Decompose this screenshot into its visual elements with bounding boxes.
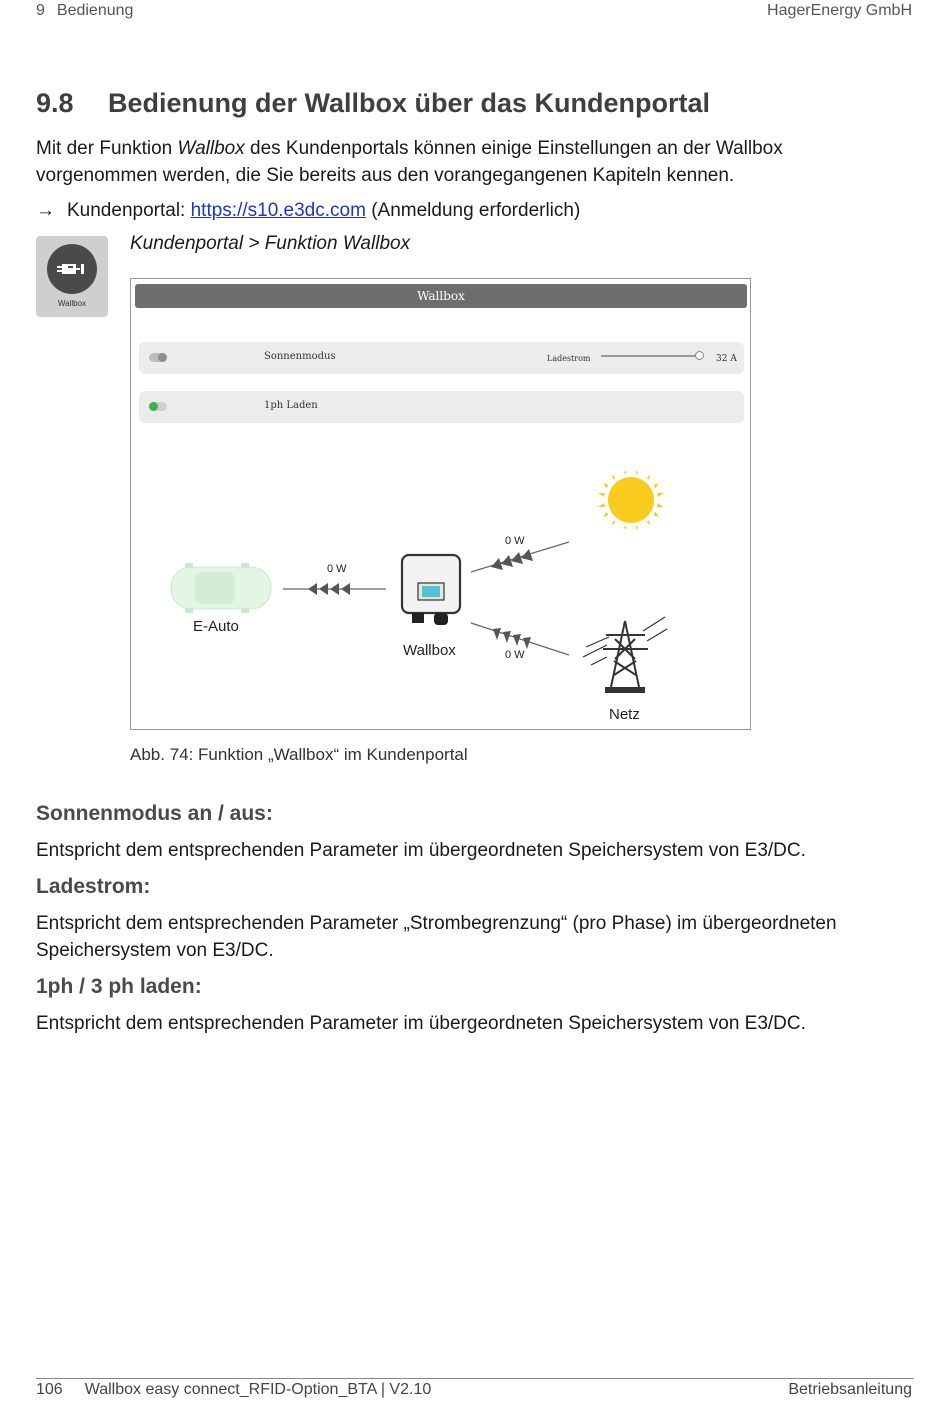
grid-label: Netz xyxy=(609,706,640,723)
running-header-company: HagerEnergy GmbH xyxy=(767,2,912,19)
wallbox-label: Wallbox xyxy=(403,642,456,659)
ladestrom-heading: Ladestrom: xyxy=(36,875,151,898)
car-flow-arrow xyxy=(283,583,386,595)
section-number: 9.8 xyxy=(36,88,74,118)
figure-caption: Abb. 74: Funktion „Wallbox“ im Kundenportal xyxy=(130,745,468,764)
intro-text-start: Mit der Funktion xyxy=(36,138,178,159)
portal-screenshot xyxy=(130,278,751,730)
page-number: 106 xyxy=(36,1381,63,1398)
sun-icon xyxy=(598,470,664,530)
intro-paragraph xyxy=(36,135,896,189)
portal-note: (Anmeldung erforderlich) xyxy=(365,200,581,221)
phase-text: Entspricht dem entsprechenden Parameter im übergeordneten Speichersystem von E3/DC. xyxy=(36,1013,806,1034)
document-name: Wallbox easy connect_RFID-Option_BTA | V2.10 xyxy=(84,1381,432,1398)
section-heading xyxy=(36,88,710,119)
plug-icon xyxy=(47,244,97,294)
portal-label: Kundenportal: xyxy=(67,200,191,221)
sonnenmodus-label: Sonnenmodus xyxy=(264,351,336,362)
car-label: E-Auto xyxy=(193,618,239,635)
intro-emphasis: Wallbox xyxy=(177,138,245,159)
footer-divider xyxy=(36,1378,914,1379)
navigation-path: Kundenportal > Funktion Wallbox xyxy=(130,233,411,254)
chapter-number: 9 xyxy=(36,2,45,19)
portal-link-line xyxy=(36,198,580,224)
ladestrom-label: Ladestrom xyxy=(547,354,591,363)
wallbox-app-icon[interactable] xyxy=(36,236,108,317)
arrow-right-icon: → xyxy=(36,200,55,221)
car-icon xyxy=(171,563,271,613)
phase-heading: 1ph / 3 ph laden: xyxy=(36,975,202,998)
document-type: Betriebsanleitung xyxy=(788,1381,912,1398)
power-pylon-icon xyxy=(583,617,667,693)
sonnenmodus-heading: Sonnenmodus an / aus: xyxy=(36,802,273,825)
sonnenmodus-text: Entspricht dem entsprechenden Parameter im übergeordneten Speichersystem von E3/DC. xyxy=(36,840,806,861)
energy-flow-diagram xyxy=(131,279,752,731)
grid-power-value: 0 W xyxy=(505,649,525,661)
car-power-value: 0 W xyxy=(327,563,347,575)
wallbox-device-icon xyxy=(402,555,460,625)
phase-label: 1ph Laden xyxy=(264,400,318,411)
intro-text-end: des Kundenportals können einige Einstellungen an der Wallbox vorgenommen werden, die Sie bereits aus den vorangegangenen Kapiteln kennen. xyxy=(36,138,783,186)
section-title: Bedienung der Wallbox über das Kundenportal xyxy=(108,88,711,118)
ladestrom-value: 32 A xyxy=(716,354,737,364)
running-header-chapter xyxy=(36,2,133,20)
portal-url-link[interactable]: https://s10.e3dc.com xyxy=(190,200,366,221)
solar-power-value: 0 W xyxy=(505,535,525,547)
chapter-title: Bedienung xyxy=(56,2,134,19)
footer-left xyxy=(36,1381,431,1399)
app-icon-label: Wallbox xyxy=(57,299,87,308)
portal-title-bar: Wallbox xyxy=(135,284,747,308)
ladestrom-text: Entspricht dem entsprechenden Parameter „Strombegrenzung“ (pro Phase) im übergeordneten Speichersystem von E3/DC. xyxy=(36,913,837,961)
